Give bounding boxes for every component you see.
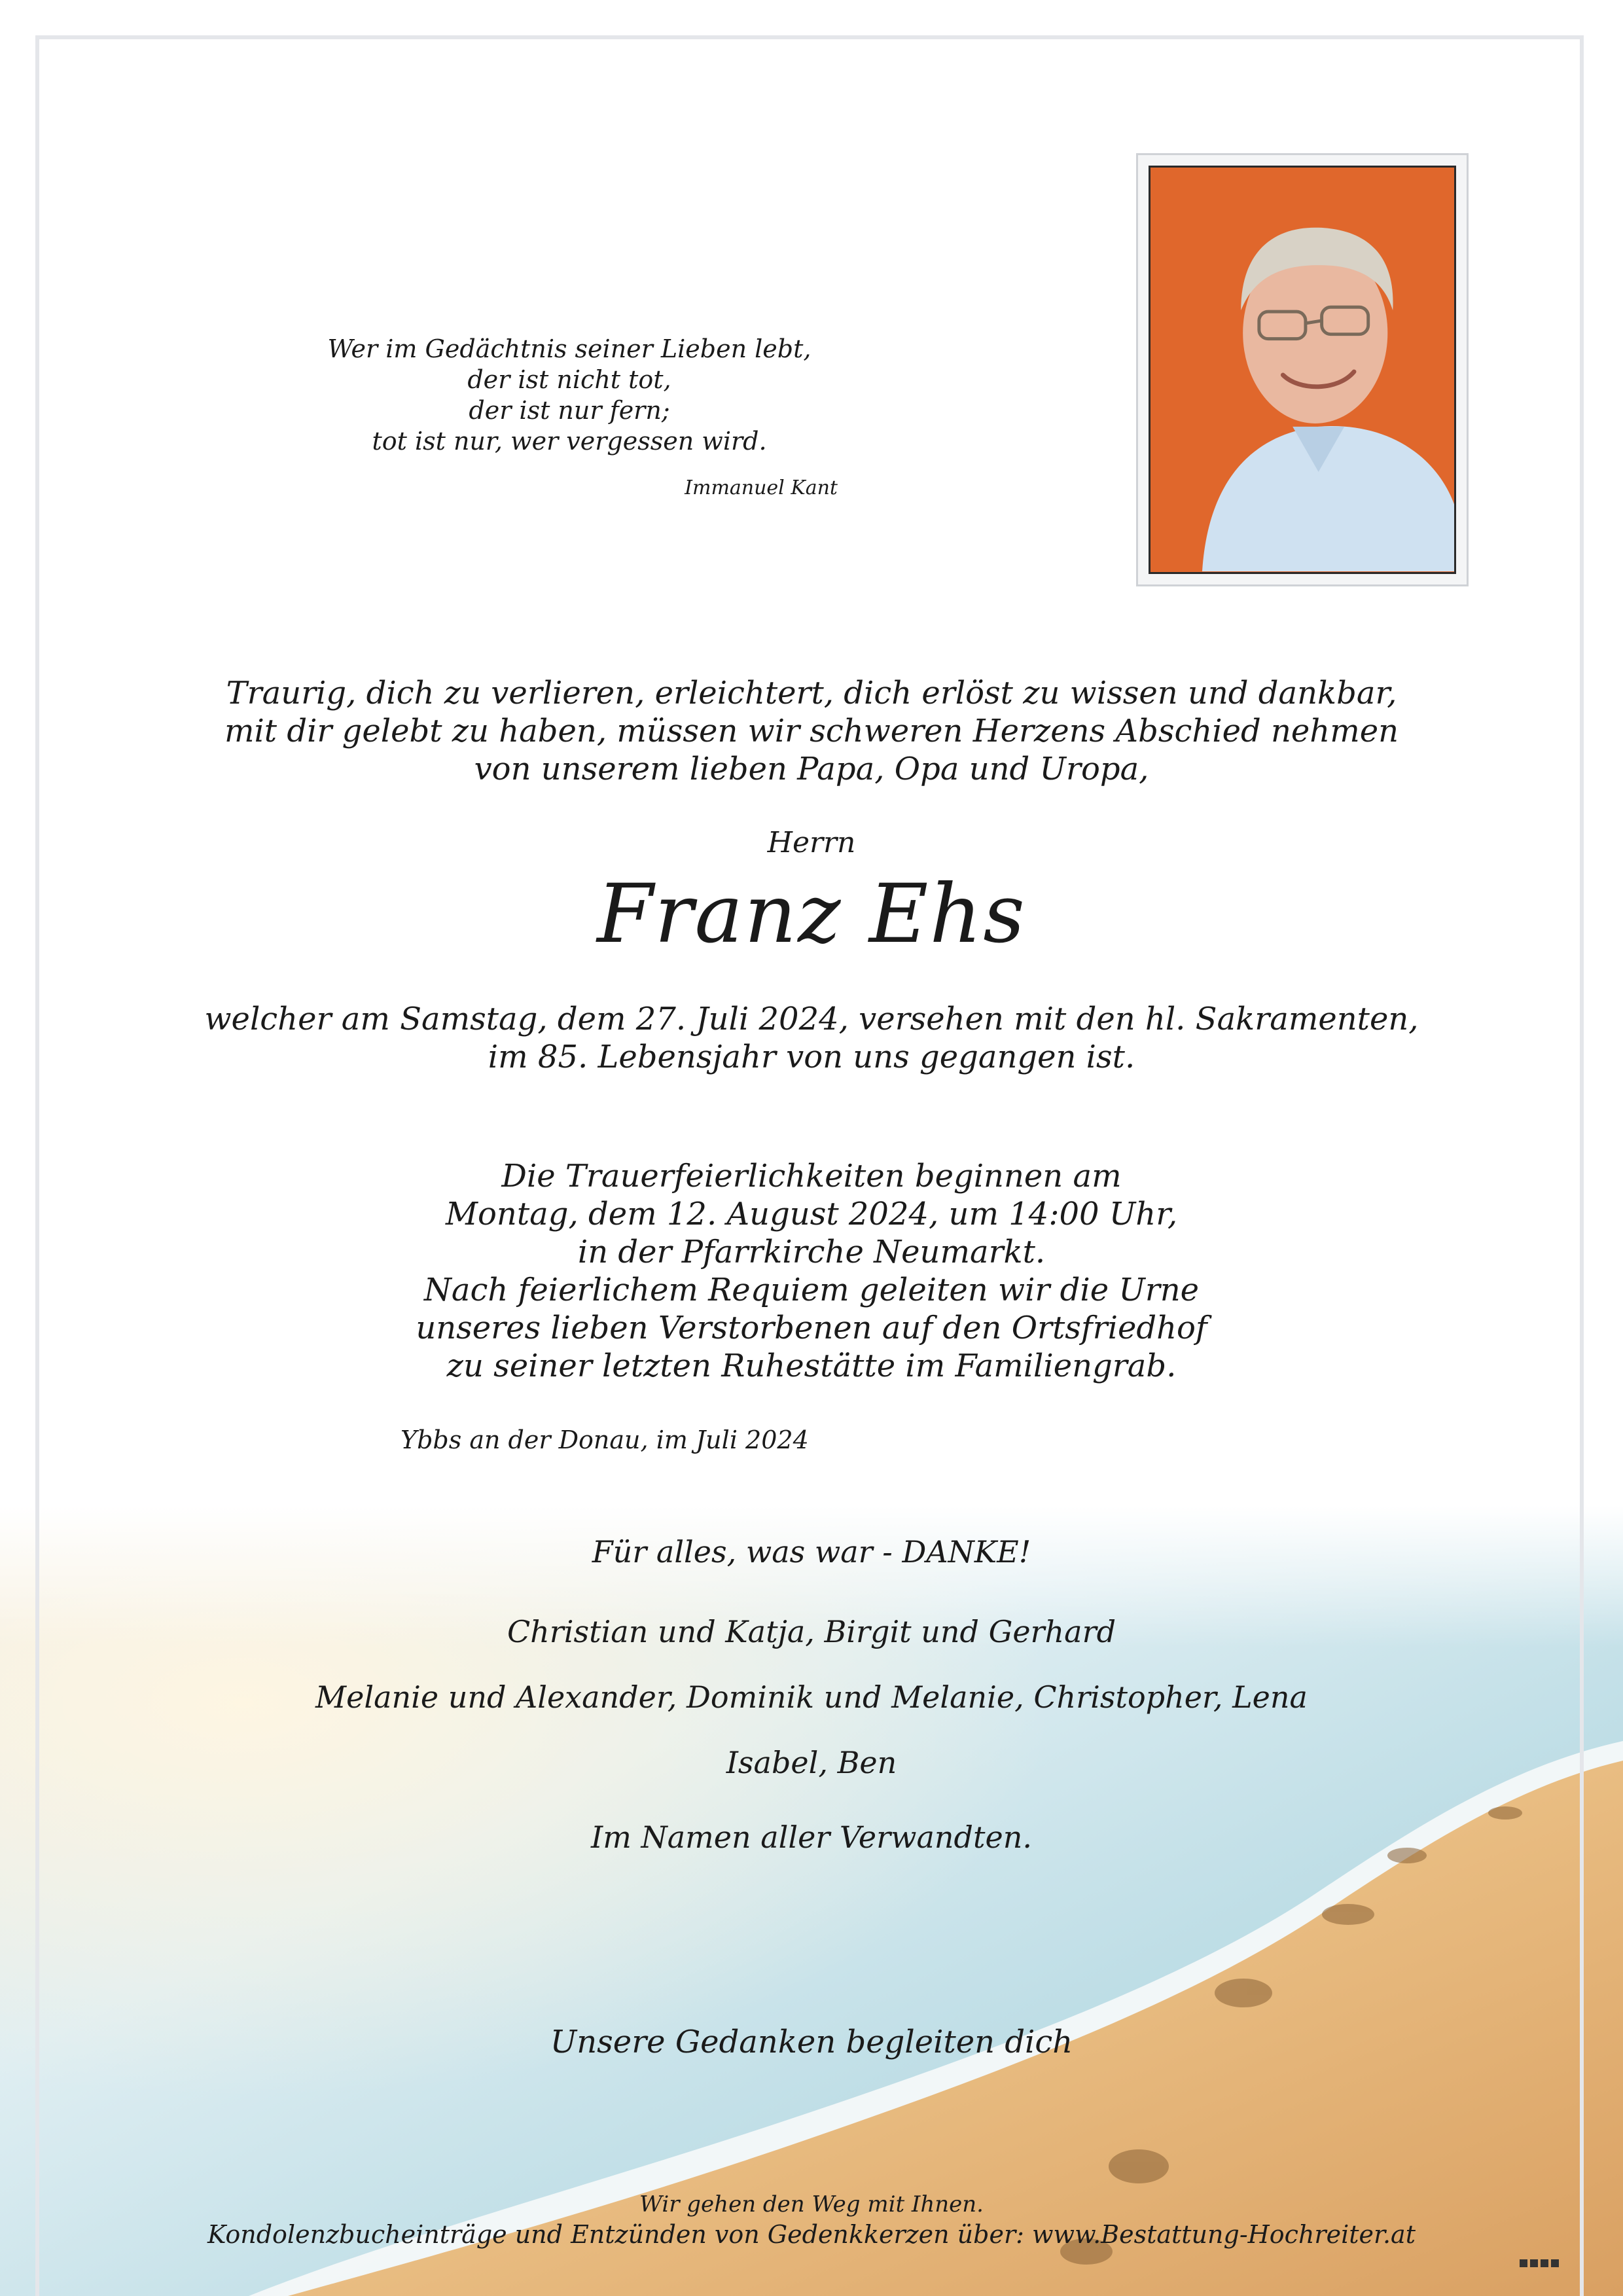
footer-motto: Wir gehen den Weg mit Ihnen. <box>639 2191 984 2217</box>
salutation: Herrn <box>767 826 856 859</box>
footer-website-note: Kondolenzbucheinträge und Entzünden von Gedenkkerzen über: www.Bestattung-Hochreiter.at <box>207 2220 1416 2249</box>
funeral-line: Montag, dem 12. August 2024, um 14:00 Uhr, <box>445 1196 1178 1232</box>
portrait-illustration <box>1150 168 1454 572</box>
relatives-line: Im Namen aller Verwandten. <box>591 1820 1032 1855</box>
deceased-name: Franz Ehs <box>597 867 1026 961</box>
funeral-line: in der Pfarrkirche Neumarkt. <box>577 1234 1046 1270</box>
quote-line: tot ist nur, wer vergessen wird. <box>372 427 767 456</box>
quote-line: der ist nur fern; <box>469 396 670 425</box>
funeral-line: Nach feierlichem Requiem geleiten wir die Urne <box>423 1272 1200 1308</box>
family-line: Christian und Katja, Birgit und Gerhard <box>507 1614 1116 1649</box>
quote-author: Immanuel Kant <box>685 476 838 499</box>
funeral-line: Die Trauerfeierlichkeiten beginnen am <box>501 1158 1122 1194</box>
death-line: welcher am Samstag, dem 27. Juli 2024, versehen mit den hl. Sakramenten, <box>204 1001 1419 1037</box>
funeral-details <box>157 1157 1466 1385</box>
family-line: Isabel, Ben <box>726 1745 897 1780</box>
thanks-line: Für alles, was war - DANKE! <box>592 1534 1031 1570</box>
portrait-frame <box>1136 153 1469 586</box>
intro-line: von unserem lieben Papa, Opa und Uropa, <box>474 751 1149 787</box>
intro-text <box>157 674 1466 788</box>
funeral-home-logo-icon <box>1520 2255 1559 2270</box>
intro-line: Traurig, dich zu verlieren, erleichtert, dich erlöst zu wissen und dankbar, <box>226 675 1397 711</box>
family-line: Melanie und Alexander, Dominik und Melanie, Christopher, Lena <box>315 1679 1308 1715</box>
quote-line: Wer im Gedächtnis seiner Lieben lebt, <box>327 334 812 363</box>
death-line: im 85. Lebensjahr von uns gegangen ist. <box>488 1039 1135 1075</box>
funeral-line: zu seiner letzten Ruhestätte im Familiengrab. <box>446 1348 1177 1384</box>
intro-line: mit dir gelebt zu haben, müssen wir schweren Herzens Abschied nehmen <box>224 713 1399 749</box>
place-and-date: Ybbs an der Donau, im Juli 2024 <box>401 1426 809 1454</box>
memorial-quote <box>275 334 864 457</box>
farewell-line: Unsere Gedanken begleiten dich <box>550 2024 1073 2060</box>
funeral-line: unseres lieben Verstorbenen auf den Ortsfriedhof <box>416 1310 1207 1346</box>
quote-line: der ist nicht tot, <box>467 365 671 394</box>
death-notice <box>157 1000 1466 1076</box>
portrait-photo <box>1149 166 1456 574</box>
